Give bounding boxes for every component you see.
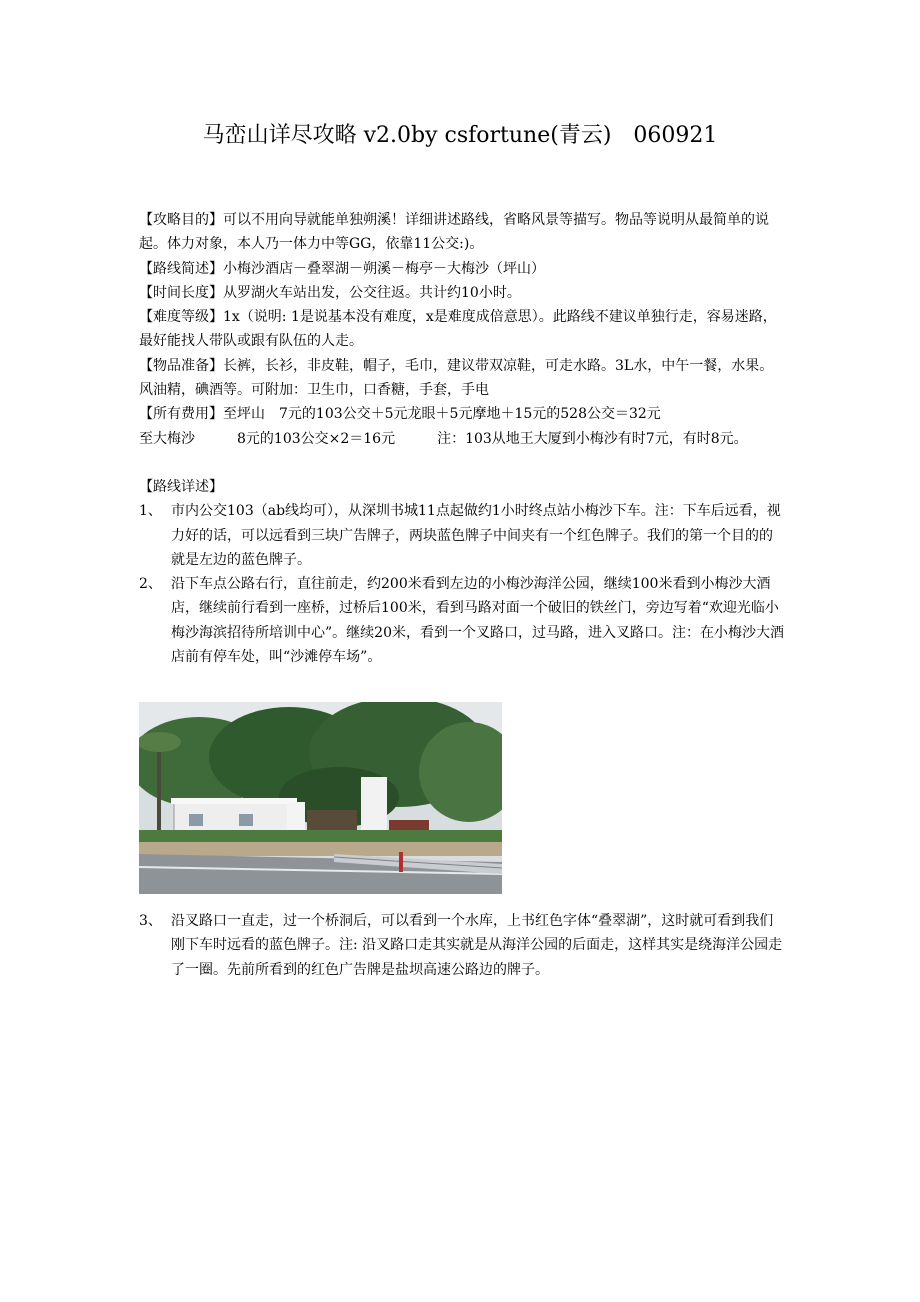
section-heading: 【路线详述】 [139,478,223,495]
paragraph-purpose: 【攻略目的】可以不用向导就能单独朔溪！详细讲述路线，省略风景等描写。物品等说明从最简单的说起。体力对象，本人乃一体力中等GG，依靠11公交:)。 [139,212,769,253]
list-item [139,572,784,669]
paragraph-supplies: 【物品准备】长裤，长衫，非皮鞋，帽子，毛巾，建议带双凉鞋，可走水路。3L水，中午一餐，水果。风油精，碘酒等。可附加：卫生巾，口香糖，手套，手电 [139,357,774,399]
list-item [139,499,784,572]
paragraph-route-summary: 【路线简述】小梅沙酒店－叠翠湖－朔溪－梅亭－大梅沙（坪山） [139,260,545,277]
road-photo [139,702,502,894]
list-text: 市内公交103（ab线均可），从深圳书城11点起做约1小时终点站小梅沙下车。注：下车后远看，视力好的话，可以远看到三块广告牌子，两块蓝色牌子中间夹有一个红色牌子。我们的第一个目的的就是左边的蓝色牌子。 [171,503,781,568]
paragraph-costs: 【所有费用】至坪山 7元的103公交＋5元龙眼＋5元摩地＋15元的528公交＝32元 [139,406,661,423]
document-body [139,208,784,669]
paragraph-duration: 【时间长度】从罗湖火车站出发，公交往返。共计约10小时。 [139,284,521,301]
list-text: 沿叉路口一直走，过一个桥洞后，可以看到一个水库，上书红色字体“叠翠湖”，这时就可看到我们刚下车时远看的蓝色牌子。注: 沿叉路口走其实就是从海洋公园的后面走，这样其实是绕海洋公园走了一圈。先前所看到的红色广告牌是盐坝高速公路边的牌子。 [171,913,783,978]
paragraph-difficulty: 【难度等级】1x（说明: 1是说基本没有难度，x是难度成倍意思）。此路线不建议单独行走，容易迷路，最好能找人带队或跟有队伍的人走。 [139,309,777,350]
paragraph-costs-continued: 至大梅沙 8元的103公交×2＝16元 注：103从地王大厦到小梅沙有时7元，有时8元。 [139,430,748,447]
document-title: 马峦山详尽攻略 v2.0by csfortune(青云) 060921 [202,123,718,148]
list-item [139,909,784,982]
list-number: 1、 [139,503,162,520]
list-number: 3、 [139,913,162,929]
list-number: 2、 [139,576,162,593]
document-body-continued [139,909,784,982]
list-text: 沿下车点公路右行，直往前走，约200米看到左边的小梅沙海洋公园，继续100米看到小梅沙大酒店，继续前行看到一座桥，过桥后100米，看到马路对面一个破旧的铁丝门，旁边写着“欢迎光临小梅沙海滨招待所培训中心”。继续20米，看到一个叉路口，过马路，进入叉路口。注：在小梅沙大酒店前有停车处，叫“沙滩停车场”。 [171,576,784,666]
